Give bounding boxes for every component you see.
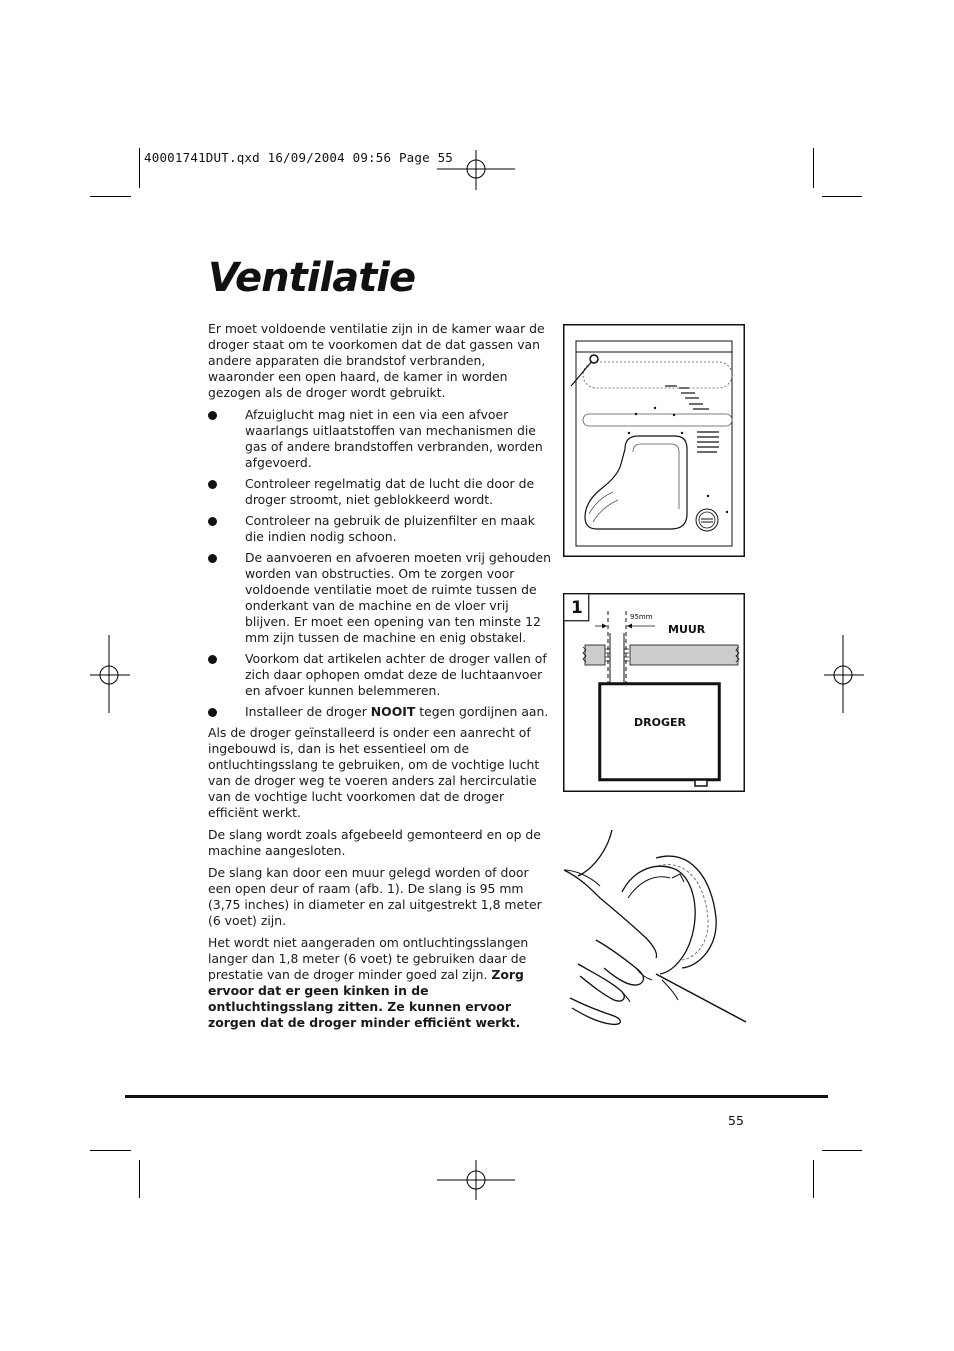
bullet-icon xyxy=(208,480,217,489)
list-item xyxy=(208,651,553,699)
registration-mark-right xyxy=(822,635,864,715)
crop-mark xyxy=(813,148,814,188)
list-item-text: Afzuiglucht mag niet in een via een afvoer waarlangs uitlaatstoffen van mechanismen die gas of andere brandstoffen verbranden, worden afgevoerd. xyxy=(245,407,543,470)
list-item-text: Controleer regelmatig dat de lucht die door de droger stroomt, niet geblokkeerd wordt. xyxy=(245,476,535,507)
list-item-text: Voorkom dat artikelen achter de droger vallen of zich daar ophopen omdat deze de luchtaanvoer en afvoer kunnen belemmeren. xyxy=(245,651,547,698)
paragraph-hose-length-text: Het wordt niet aangeraden om ontluchtingsslangen langer dan 1,8 meter (6 voet) te gebruiken daar de prestatie van de droger minder goed zal zijn. xyxy=(208,935,529,982)
bullet-icon xyxy=(208,554,217,563)
paragraph-built-in: Als de droger geïnstalleerd is onder een aanrecht of ingebouwd is, dan is het essentieel om de ontluchtingsslang te gebruiken, om de vochtige lucht van de droger weg te voeren anders zal hercirculatie van de vochtige lucht voorkomen dat de droger efficiënt werkt. xyxy=(208,725,540,820)
crop-mark xyxy=(139,1160,140,1198)
bullet-list xyxy=(208,407,553,720)
paragraph-hose-mounting: De slang wordt zoals afgebeeld gemonteerd en op de machine aangesloten. xyxy=(208,827,541,858)
list-item-text: De aanvoeren en afvoeren moeten vrij gehouden worden van obstructies. Om te zorgen voor voldoende ventilatie moet de ruimte tussen de onderkant van de machine en de vloer vrij blijven. Er moet een opening van ten minste 12 mm zijn tussen de machine en enig obstakel. xyxy=(245,550,551,645)
dryer-label: DROGER xyxy=(634,716,686,729)
list-item-text-before: Installeer de droger xyxy=(245,704,371,719)
bullet-icon xyxy=(208,517,217,526)
emphasis-never: NOOIT xyxy=(370,704,416,719)
dryer-front-illustration xyxy=(563,324,745,557)
wall-label: MUUR xyxy=(668,623,706,636)
page-number: 55 xyxy=(728,1113,744,1128)
list-item xyxy=(208,704,553,720)
print-slug: 40001741DUT.qxd 16/09/2004 09:56 Page 55 xyxy=(144,150,454,165)
bullet-icon xyxy=(208,708,217,717)
figure-1-drawing xyxy=(563,593,745,792)
crop-mark xyxy=(822,1150,862,1151)
crop-mark xyxy=(813,1160,814,1198)
bullet-icon xyxy=(208,411,217,420)
registration-mark-bottom xyxy=(437,1160,517,1202)
list-item-text-after: tegen gordijnen aan. xyxy=(415,704,549,719)
crop-mark xyxy=(822,196,862,197)
list-item xyxy=(208,476,553,508)
body-text xyxy=(208,321,553,1037)
figure-1 xyxy=(563,593,745,792)
figure-number: 1 xyxy=(571,598,583,618)
paragraph-hose-length xyxy=(208,935,553,1031)
paragraph-hose-length-warning: Zorg ervoor dat er geen kinken in de ontluchtingsslang zitten. Ze kunnen ervoor zorgen dat de droger minder efficiënt werkt. xyxy=(208,967,524,1030)
hand-fitting-hose-illustration xyxy=(560,828,750,1028)
crop-mark xyxy=(90,196,131,197)
footer-rule xyxy=(125,1095,828,1098)
list-item-text: Controleer na gebruik de pluizenfilter en maak die indien nodig schoon. xyxy=(245,513,535,544)
crop-mark xyxy=(90,1150,131,1151)
list-item xyxy=(208,513,553,545)
dimension-label: 95mm xyxy=(630,613,653,621)
list-item xyxy=(208,407,553,471)
page-title: Ventilatie xyxy=(208,255,416,301)
paragraph-hose-routing: De slang kan door een muur gelegd worden of door een open deur of raam (afb. 1). De slang is 95 mm (3,75 inches) in diameter en zal uitgestrekt 1,8 meter (6 voet) zijn. xyxy=(208,865,542,928)
list-item xyxy=(208,550,553,646)
bullet-icon xyxy=(208,655,217,664)
crop-mark xyxy=(139,148,140,188)
intro-paragraph: Er moet voldoende ventilatie zijn in de kamer waar de droger staat om te voorkomen dat de dat gassen van andere apparaten die brandstof verbranden, waaronder een open haard, de kamer in worden gezogen als de droger wordt gebruikt. xyxy=(208,321,545,400)
registration-mark-left xyxy=(90,635,132,715)
